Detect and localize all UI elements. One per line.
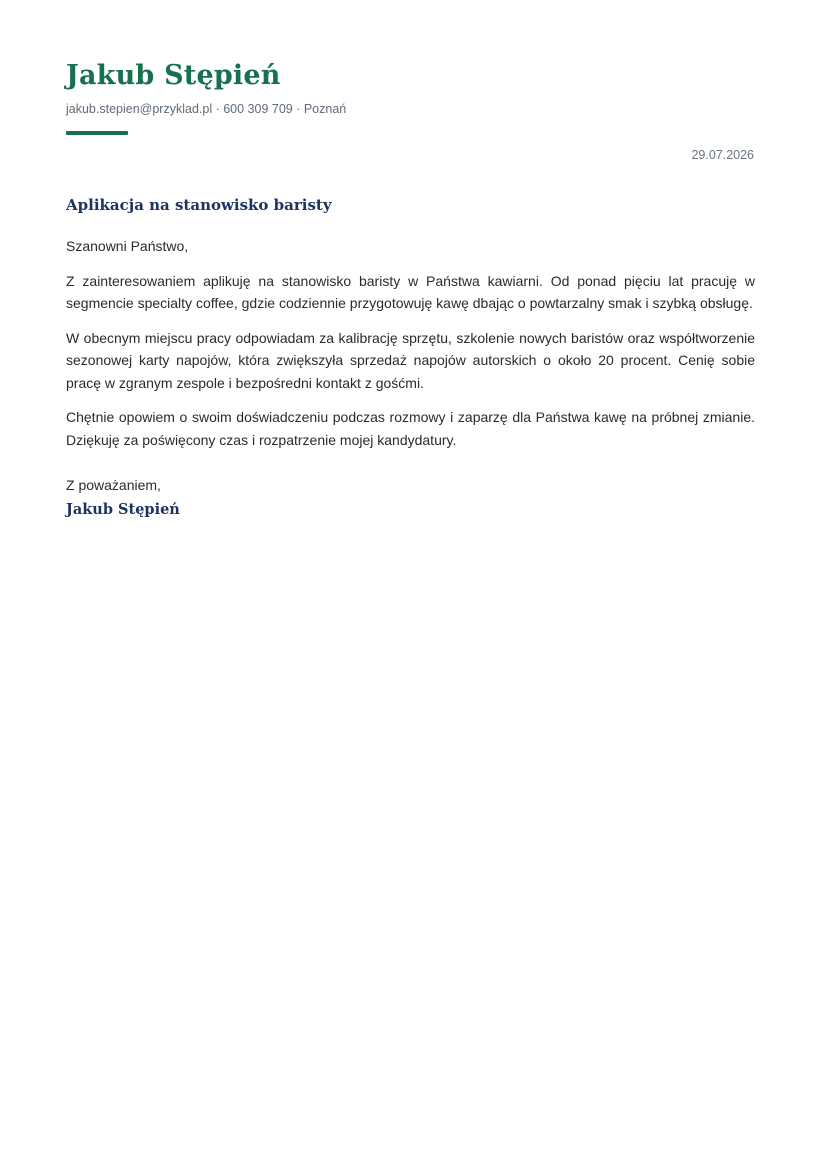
letter-closing: Z poważaniem, [66, 477, 161, 493]
letter-paragraph-3: Chętnie opowiem o swoim doświadczeniu podczas rozmowy i zaparzę dla Państwa kawę na próbnej zmianie. Dziękuję za poświęcony czas i rozpatrzenie mojej kandydatury. [66, 409, 755, 448]
sender-name: Jakub Stępień [66, 60, 281, 91]
letter-paragraph-1: Z zainteresowaniem aplikuję na stanowisko baristy w Państwa kawiarni. Od ponad pięciu lat pracuję w segmencie specialty coffee, gdzie codziennie przygotowuję kawę dbając o powtarzalny smak i szybką obsługę. [66, 272, 755, 311]
letter-paragraph-2: W obecnym miejscu pracy odpowiadam za kalibrację sprzętu, szkolenie nowych baristów oraz współtworzenie sezonowej karty napojów, która zwiększyła sprzedaż napojów autorskich o około 20 procent. Cenię sobie pracę w zgranym zespole i bezpośredni kontakt z gośćmi. [66, 329, 755, 391]
letter-signature: Jakub Stępień [66, 501, 180, 518]
letter-body [66, 235, 755, 463]
letter-subject: Aplikacja na stanowisko baristy [66, 196, 332, 214]
letter-greeting: Szanowni Państwo, [66, 238, 189, 254]
header-accent-bar [66, 131, 128, 135]
letter-header [66, 58, 756, 118]
letter-date: 29.07.2026 [691, 148, 754, 162]
sender-contact-line: jakub.stepien@przyklad.pl · 600 309 709 · Poznań [66, 102, 347, 116]
